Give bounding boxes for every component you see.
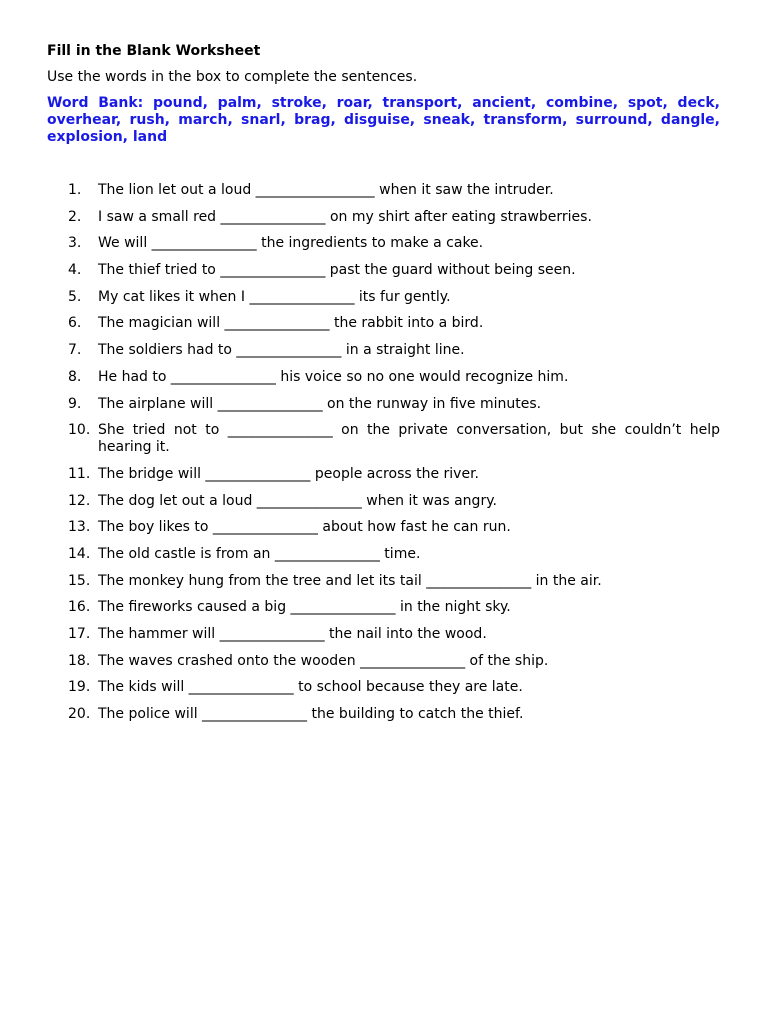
question-number: 17. xyxy=(68,626,91,642)
question-text: She tried not to _______________ on the private conversation, but she couldn’t help hearing it. xyxy=(98,422,720,456)
question-item xyxy=(47,493,720,510)
worksheet-page xyxy=(47,42,720,733)
question-number: 14. xyxy=(68,545,91,562)
question-number: 20. xyxy=(68,706,91,723)
question-text: The magician will _______________ the rabbit into a bird. xyxy=(98,315,484,332)
question-item xyxy=(47,289,720,306)
question-number: 2. xyxy=(68,208,82,225)
question-number: 3. xyxy=(68,235,82,252)
question-text: The soldiers had to _______________ in a straight line. xyxy=(98,342,465,359)
question-text: The monkey hung from the tree and let its tail _______________ in the air. xyxy=(98,572,602,589)
question-text: The boy likes to _______________ about how fast he can run. xyxy=(98,519,511,536)
question-item xyxy=(47,209,720,226)
question-item xyxy=(47,519,720,536)
question-item xyxy=(47,466,720,483)
question-text: I saw a small red _______________ on my shirt after eating strawberries. xyxy=(98,208,592,225)
question-number: 9. xyxy=(68,395,82,412)
question-text: The lion let out a loud _________________ when it saw the intruder. xyxy=(98,182,554,198)
question-number: 5. xyxy=(68,288,82,305)
question-text: The old castle is from an _______________ time. xyxy=(98,545,421,562)
question-text: The hammer will _______________ the nail into the wood. xyxy=(98,626,487,642)
question-item xyxy=(47,182,720,199)
question-text: The thief tried to _______________ past the guard without being seen. xyxy=(98,262,576,279)
question-item xyxy=(47,342,720,359)
question-number: 13. xyxy=(68,519,91,536)
question-item xyxy=(47,262,720,279)
question-item xyxy=(47,706,720,723)
question-item xyxy=(47,626,720,643)
question-number: 16. xyxy=(68,599,91,616)
question-text: The airplane will _______________ on the runway in five minutes. xyxy=(98,395,542,412)
question-number: 1. xyxy=(68,182,82,198)
question-text: The dog let out a loud _______________ when it was angry. xyxy=(98,492,497,509)
question-number: 19. xyxy=(68,679,91,696)
question-item xyxy=(47,422,720,456)
question-text: We will _______________ the ingredients to make a cake. xyxy=(98,235,484,252)
question-number: 6. xyxy=(68,315,82,332)
question-number: 11. xyxy=(68,465,91,482)
question-item xyxy=(47,679,720,696)
instructions-text: Use the words in the box to complete the sentences. xyxy=(47,69,418,85)
question-item xyxy=(47,235,720,252)
question-item xyxy=(47,396,720,413)
question-text: He had to _______________ his voice so no one would recognize him. xyxy=(98,368,569,385)
word-bank: Word Bank: pound, palm, stroke, roar, transport, ancient, combine, spot, deck, overhear, rush, march, snarl, brag, disguise, sneak, transform, surround, dangle, explosion, land xyxy=(47,95,720,145)
question-text: The kids will _______________ to school because they are late. xyxy=(98,679,523,696)
question-text: The bridge will _______________ people across the river. xyxy=(98,465,480,482)
page-title: Fill in the Blank Worksheet xyxy=(47,43,261,59)
question-number: 7. xyxy=(68,342,82,359)
question-text: The police will _______________ the building to catch the thief. xyxy=(98,706,524,723)
question-number: 10. xyxy=(68,422,91,439)
question-number: 8. xyxy=(68,368,82,385)
question-text: My cat likes it when I _______________ its fur gently. xyxy=(98,288,451,305)
question-item xyxy=(47,315,720,332)
question-item xyxy=(47,369,720,386)
question-number: 12. xyxy=(68,492,91,509)
question-item xyxy=(47,573,720,590)
question-number: 4. xyxy=(68,262,82,279)
question-number: 18. xyxy=(68,652,91,669)
question-number: 15. xyxy=(68,572,91,589)
question-list xyxy=(47,182,720,723)
question-item xyxy=(47,546,720,563)
question-item xyxy=(47,653,720,670)
question-item xyxy=(47,599,720,616)
question-text: The fireworks caused a big _______________ in the night sky. xyxy=(98,599,511,616)
question-text: The waves crashed onto the wooden _______________ of the ship. xyxy=(98,652,549,669)
